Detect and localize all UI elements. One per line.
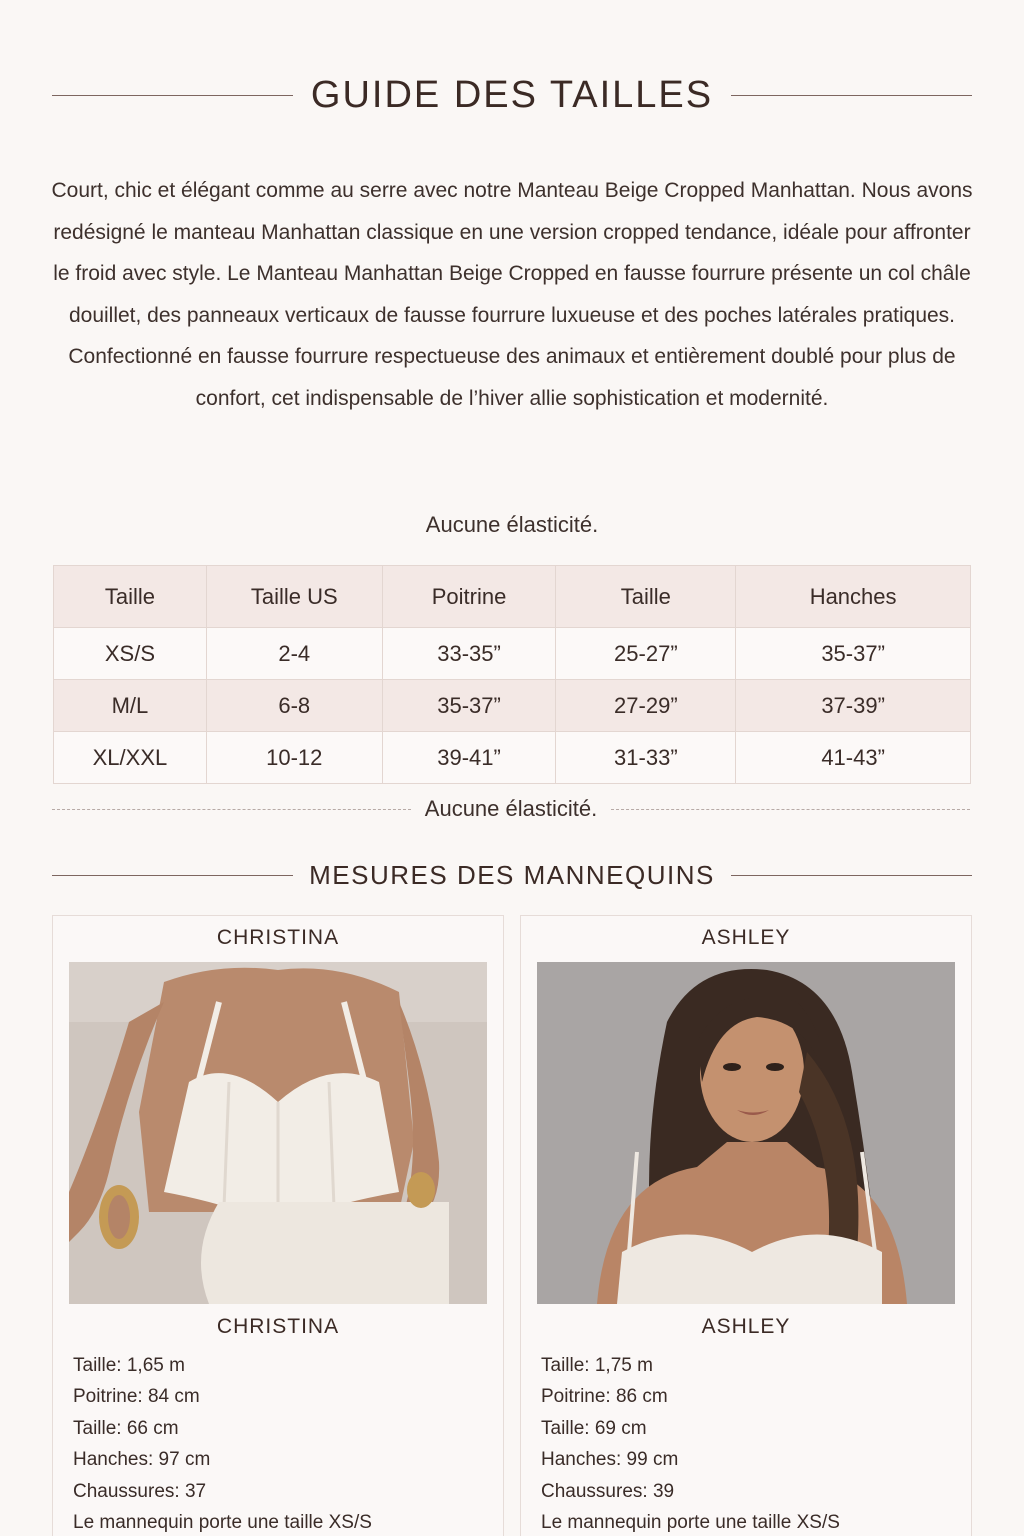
divider-line <box>52 875 293 876</box>
description-paragraph-1: Court, chic et élégant comme au serre avec notre Manteau Beige Cropped Manhattan. Nous avons redésigné le manteau Manhattan classique en une version cropped tendance, idéale pour affronter le froid avec style. Le Manteau Manhattan Beige Cropped en fausse fourrure présente un col châle douillet, des panneaux verticaux de fausse fourrure luxueuse et des poches latérales pratiques. <box>51 179 973 327</box>
stretch-note-row <box>52 796 970 822</box>
table-cell: 25-27” <box>556 628 736 680</box>
model-name: CHRISTINA <box>216 1315 340 1338</box>
model-card-ashley <box>520 915 972 1536</box>
model-photo-portrait-icon <box>537 962 955 1304</box>
table-cell: 31-33” <box>556 732 736 784</box>
column-header: Taille US <box>206 566 382 628</box>
divider-line <box>731 95 972 96</box>
model-measurements <box>73 1350 372 1536</box>
list-item: Le mannequin porte une taille XS/S <box>73 1512 372 1534</box>
stretch-note: Aucune élasticité. <box>425 512 599 537</box>
list-item: Chaussures: 39 <box>541 1480 675 1502</box>
column-header: Hanches <box>736 566 971 628</box>
table-cell: XL/XXL <box>54 732 207 784</box>
list-item: Poitrine: 86 cm <box>541 1386 668 1408</box>
size-table <box>53 565 971 784</box>
table-row <box>54 680 971 732</box>
table-cell: 39-41” <box>382 732 556 784</box>
model-measurements <box>541 1350 840 1536</box>
table-header-row <box>54 566 971 628</box>
list-item: Le mannequin porte une taille XS/S <box>541 1512 840 1534</box>
table-cell: 6-8 <box>206 680 382 732</box>
dashed-divider <box>611 809 970 810</box>
table-cell: M/L <box>54 680 207 732</box>
list-item: Taille: 1,65 m <box>73 1355 185 1376</box>
table-row <box>54 628 971 680</box>
stretch-note: Aucune élasticité. <box>424 796 598 821</box>
page-title: GUIDE DES TAILLES <box>310 74 714 116</box>
model-name: ASHLEY <box>701 1315 791 1338</box>
description-paragraph-2: Confectionné en fausse fourrure respectueuse des animaux et entièrement doublé pour plus de confort, cet indispensable de l’hiver allie sophistication et modernité. <box>68 345 956 410</box>
section-title: MESURES DES MANNEQUINS <box>309 860 715 890</box>
model-card-christina <box>52 915 504 1536</box>
list-item: Chaussures: 37 <box>73 1480 207 1502</box>
table-cell: 27-29” <box>556 680 736 732</box>
table-cell: 33-35” <box>382 628 556 680</box>
divider-line <box>52 95 293 96</box>
model-photo-white-corset-icon <box>69 962 487 1304</box>
dashed-divider <box>52 809 411 810</box>
page-header <box>52 74 972 117</box>
table-cell: 2-4 <box>206 628 382 680</box>
divider-line <box>731 875 972 876</box>
table-cell: XS/S <box>54 628 207 680</box>
model-name: ASHLEY <box>701 926 791 949</box>
list-item: Poitrine: 84 cm <box>73 1386 200 1408</box>
product-description <box>48 170 976 419</box>
table-cell: 41-43” <box>736 732 971 784</box>
column-header: Taille <box>556 566 736 628</box>
list-item: Taille: 1,75 m <box>541 1355 653 1376</box>
model-name: CHRISTINA <box>216 926 340 949</box>
list-item: Hanches: 97 cm <box>73 1449 211 1471</box>
table-cell: 35-37” <box>736 628 971 680</box>
column-header: Taille <box>54 566 207 628</box>
table-cell: 37-39” <box>736 680 971 732</box>
table-cell: 10-12 <box>206 732 382 784</box>
list-item: Hanches: 99 cm <box>541 1449 679 1471</box>
table-row <box>54 732 971 784</box>
column-header: Poitrine <box>382 566 556 628</box>
list-item: Taille: 69 cm <box>541 1417 647 1439</box>
list-item: Taille: 66 cm <box>73 1417 179 1439</box>
table-cell: 35-37” <box>382 680 556 732</box>
models-section-header <box>52 860 972 891</box>
